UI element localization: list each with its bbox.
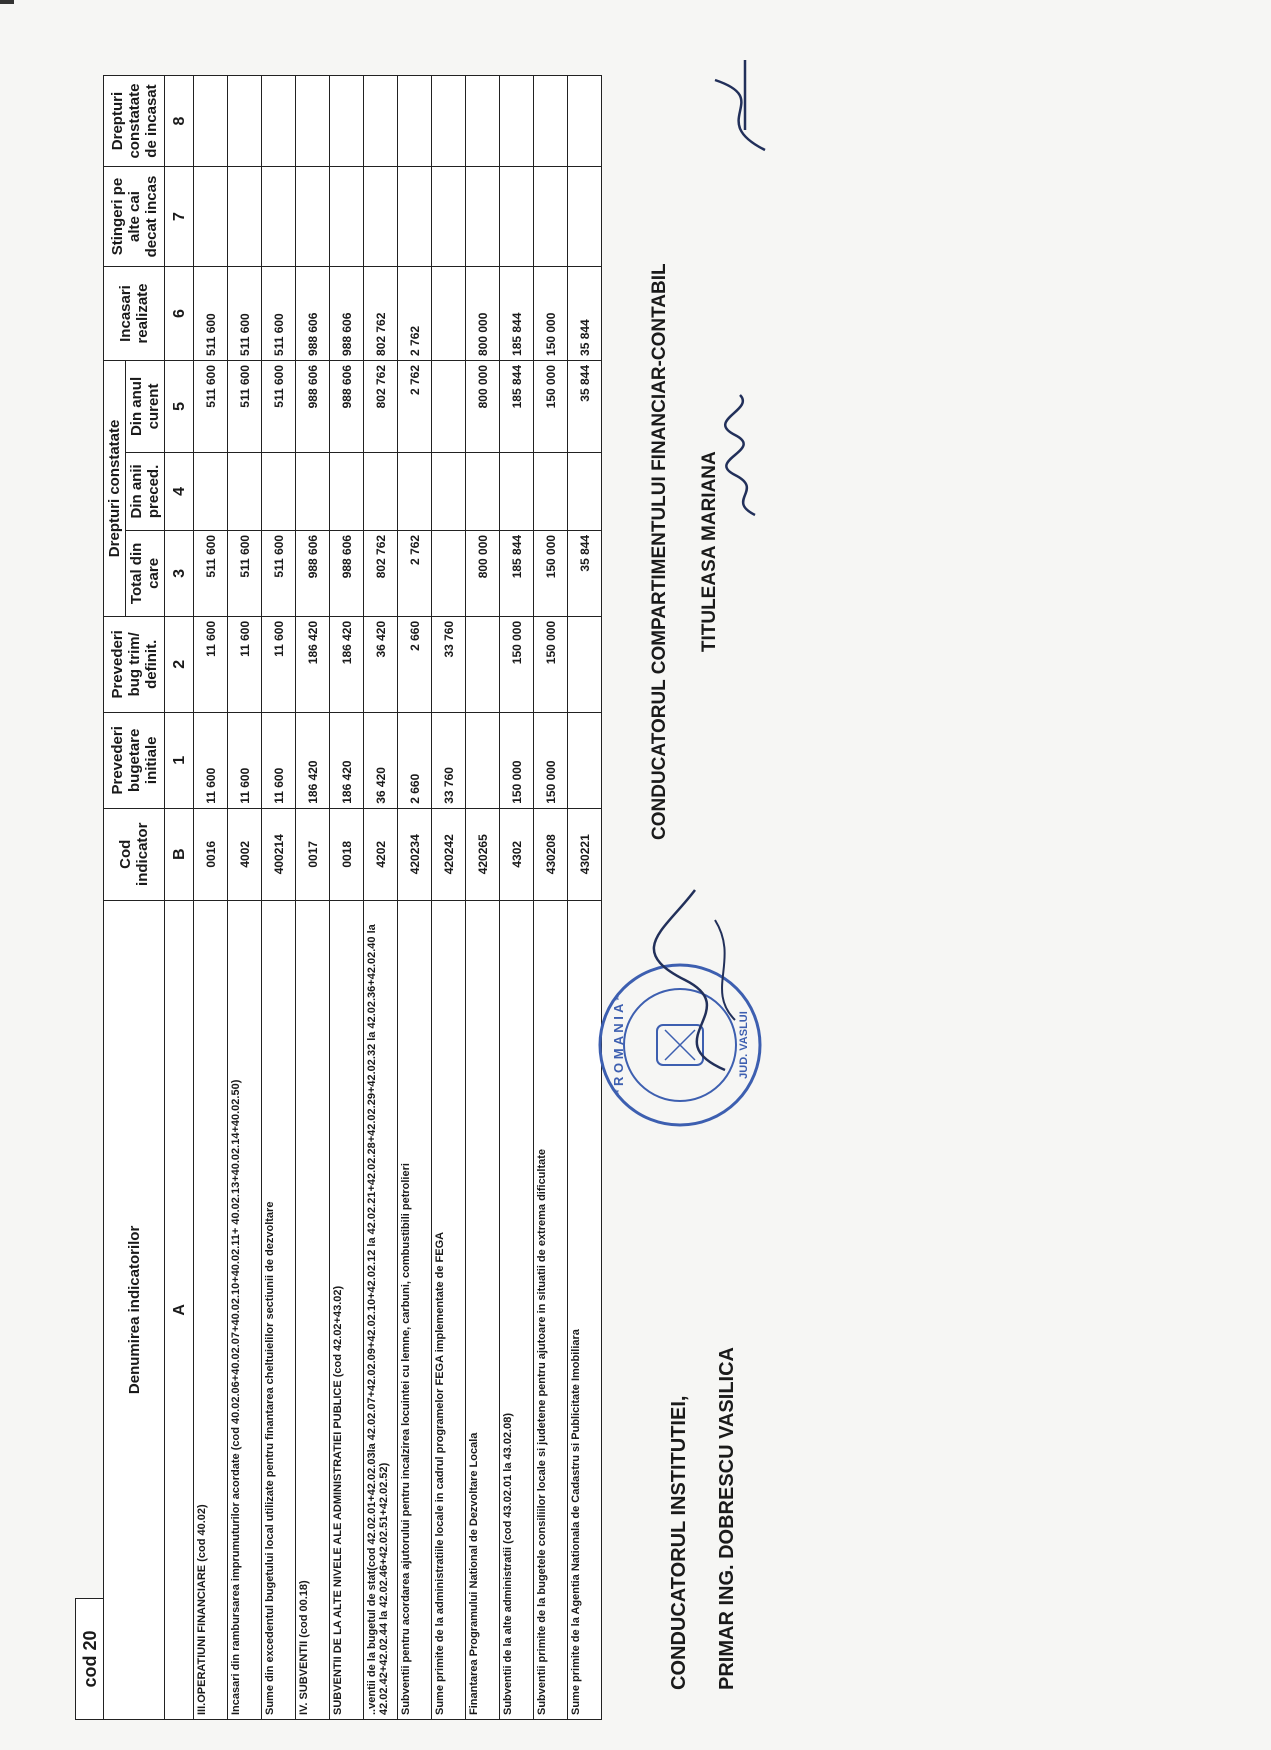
row-name: ..ventii de la bugetul de stat(cod 42.02.01+42.02.03la 42.02.07+42.02.09+42.02.10+42.02.12 la 42.02.21+42.02.28+42.02.29+42.02.32 la 42.02.36+42.02.40 la 42.02.42+42.02.44 la 42.02.46+42.02.51+42.02.52) bbox=[364, 900, 398, 1719]
row-ani-prec bbox=[330, 452, 364, 530]
row-prev-def: 150 000 bbox=[534, 616, 568, 712]
row-incasari: 511 600 bbox=[228, 267, 262, 361]
row-drepturi-rest bbox=[398, 76, 432, 167]
row-an-curent: 800 000 bbox=[466, 360, 500, 452]
row-prev-init: 33 760 bbox=[432, 712, 466, 808]
row-prev-def: 36 420 bbox=[364, 616, 398, 712]
row-prev-def: 2 660 bbox=[398, 616, 432, 712]
svg-text:JUD. VASLUI: JUD. VASLUI bbox=[738, 1011, 750, 1079]
scan-edge-mark bbox=[0, 0, 14, 4]
row-stingeri bbox=[432, 167, 466, 267]
row-total: 2 762 bbox=[398, 530, 432, 616]
row-cod: 0018 bbox=[330, 808, 364, 900]
signature-block-right bbox=[635, 263, 735, 840]
table-row bbox=[262, 76, 296, 1720]
row-total: 988 606 bbox=[330, 530, 364, 616]
row-stingeri bbox=[398, 167, 432, 267]
colnum-4: 4 bbox=[165, 452, 194, 530]
row-cod: 430208 bbox=[534, 808, 568, 900]
right-signatory-title: CONDUCATORUL COMPARTIMENTULUI FINANCIAR-CONTABIL bbox=[649, 263, 670, 840]
header-name: Denumirea indicatorilor bbox=[104, 900, 165, 1719]
row-an-curent: 35 844 bbox=[568, 360, 602, 452]
colnum-6: 6 bbox=[165, 267, 194, 361]
row-name: Subventii de la alte administratii (cod 43.02.01 la 43.02.08) bbox=[500, 900, 534, 1719]
indicators-table bbox=[103, 75, 602, 1720]
row-total: 185 844 bbox=[500, 530, 534, 616]
row-stingeri bbox=[466, 167, 500, 267]
right-signatory-name: TITULEASA MARIANA bbox=[699, 451, 720, 653]
row-drepturi-rest bbox=[466, 76, 500, 167]
row-an-curent: 150 000 bbox=[534, 360, 568, 452]
row-incasari: 150 000 bbox=[534, 267, 568, 361]
row-cod: 0017 bbox=[296, 808, 330, 900]
svg-text:* R O M A N I A *: * R O M A N I A * bbox=[611, 995, 626, 1095]
row-stingeri bbox=[534, 167, 568, 267]
row-ani-prec bbox=[398, 452, 432, 530]
row-an-curent bbox=[432, 360, 466, 452]
row-drepturi-rest bbox=[228, 76, 262, 167]
row-incasari: 511 600 bbox=[262, 267, 296, 361]
row-prev-init: 186 420 bbox=[330, 712, 364, 808]
row-an-curent: 511 600 bbox=[194, 360, 228, 452]
row-stingeri bbox=[296, 167, 330, 267]
rotated-document-page bbox=[75, 60, 795, 1720]
right-handwritten-signature bbox=[715, 390, 775, 520]
header-incasari: Incasari realizate bbox=[104, 267, 165, 361]
row-name: III.OPERATIUNI FINANCIARE (cod 40.02) bbox=[194, 900, 228, 1719]
table-row bbox=[194, 76, 228, 1720]
row-prev-init: 186 420 bbox=[296, 712, 330, 808]
form-code-label: cod 20 bbox=[75, 1598, 105, 1720]
row-name: IV. SUBVENTII (cod 00.18) bbox=[296, 900, 330, 1719]
table-row bbox=[568, 76, 602, 1720]
colnum-1: 1 bbox=[165, 712, 194, 808]
row-prev-def: 150 000 bbox=[500, 616, 534, 712]
row-an-curent: 511 600 bbox=[262, 360, 296, 452]
row-ani-prec bbox=[296, 452, 330, 530]
row-total: 35 844 bbox=[568, 530, 602, 616]
row-prev-init bbox=[466, 712, 500, 808]
row-drepturi-rest bbox=[330, 76, 364, 167]
row-prev-init: 150 000 bbox=[534, 712, 568, 808]
row-ani-prec bbox=[500, 452, 534, 530]
row-name: Sume primite de la administratiile locale in cadrul programelor FEGA implementate de FEGA bbox=[432, 900, 466, 1719]
row-incasari: 800 000 bbox=[466, 267, 500, 361]
row-prev-def: 11 600 bbox=[228, 616, 262, 712]
row-an-curent: 988 606 bbox=[296, 360, 330, 452]
row-stingeri bbox=[364, 167, 398, 267]
row-ani-prec bbox=[228, 452, 262, 530]
row-ani-prec bbox=[194, 452, 228, 530]
row-ani-prec bbox=[432, 452, 466, 530]
row-prev-init: 11 600 bbox=[262, 712, 296, 808]
header-an-curent: Din anul curent bbox=[126, 360, 165, 452]
row-prev-def bbox=[568, 616, 602, 712]
row-cod: 420265 bbox=[466, 808, 500, 900]
row-prev-init: 150 000 bbox=[500, 712, 534, 808]
row-prev-def: 186 420 bbox=[296, 616, 330, 712]
row-incasari: 35 844 bbox=[568, 267, 602, 361]
left-signatory-title: CONDUCATORUL INSTITUTIEI, bbox=[668, 1395, 690, 1690]
row-prev-init bbox=[568, 712, 602, 808]
row-prev-init: 36 420 bbox=[364, 712, 398, 808]
header-prev-def: Prevederi bug trim/ definit. bbox=[104, 616, 165, 712]
row-cod: 0016 bbox=[194, 808, 228, 900]
row-cod: 430221 bbox=[568, 808, 602, 900]
row-an-curent: 185 844 bbox=[500, 360, 534, 452]
row-stingeri bbox=[262, 167, 296, 267]
row-total: 988 606 bbox=[296, 530, 330, 616]
table-row bbox=[296, 76, 330, 1720]
colnum-7: 7 bbox=[165, 167, 194, 267]
row-drepturi-rest bbox=[432, 76, 466, 167]
table-row bbox=[398, 76, 432, 1720]
row-total: 800 000 bbox=[466, 530, 500, 616]
row-prev-init: 11 600 bbox=[228, 712, 262, 808]
row-stingeri bbox=[568, 167, 602, 267]
row-name: SUBVENTII DE LA ALTE NIVELE ALE ADMINISTRATIEI PUBLICE (cod 42.02+43.02) bbox=[330, 900, 364, 1719]
row-stingeri bbox=[228, 167, 262, 267]
colnum-3: 3 bbox=[165, 530, 194, 616]
table-row bbox=[466, 76, 500, 1720]
header-prev-init: Prevederi bugetare initiale bbox=[104, 712, 165, 808]
row-ani-prec bbox=[534, 452, 568, 530]
row-incasari: 185 844 bbox=[500, 267, 534, 361]
row-incasari: 802 762 bbox=[364, 267, 398, 361]
row-prev-def: 186 420 bbox=[330, 616, 364, 712]
row-ani-prec bbox=[364, 452, 398, 530]
colnum-b: B bbox=[165, 808, 194, 900]
row-drepturi-rest bbox=[296, 76, 330, 167]
row-incasari: 2 762 bbox=[398, 267, 432, 361]
table-row bbox=[364, 76, 398, 1720]
header-stingeri: Stingeri pe alte cai decat incas bbox=[104, 167, 165, 267]
row-an-curent: 988 606 bbox=[330, 360, 364, 452]
row-ani-prec bbox=[262, 452, 296, 530]
row-prev-init: 11 600 bbox=[194, 712, 228, 808]
colnum-8: 8 bbox=[165, 76, 194, 167]
row-drepturi-rest bbox=[364, 76, 398, 167]
table-row bbox=[534, 76, 568, 1720]
row-name: Sume din excedentul bugetului local utilizate pentru finantarea cheltuielilor sectiunii de dezvoltare bbox=[262, 900, 296, 1719]
row-prev-def: 33 760 bbox=[432, 616, 466, 712]
row-prev-def bbox=[466, 616, 500, 712]
row-incasari bbox=[432, 267, 466, 361]
header-cod: Cod indicator bbox=[104, 808, 165, 900]
row-name: Subventii pentru acordarea ajutorului pentru incalzirea locuintei cu lemne, carbuni, combustibili petrolieri bbox=[398, 900, 432, 1719]
row-stingeri bbox=[194, 167, 228, 267]
row-an-curent: 802 762 bbox=[364, 360, 398, 452]
row-cod: 420234 bbox=[398, 808, 432, 900]
row-incasari: 988 606 bbox=[296, 267, 330, 361]
row-total: 511 600 bbox=[228, 530, 262, 616]
row-an-curent: 511 600 bbox=[228, 360, 262, 452]
row-ani-prec bbox=[466, 452, 500, 530]
header-drepturi-rest: Drepturi constatate de incasat bbox=[104, 76, 165, 167]
row-name: Incasari din rambursarea imprumuturilor acordate (cod 40.02.06+40.02.07+40.02.10+40.02.11+ 40.02.13+40.02.14+40.02.50) bbox=[228, 900, 262, 1719]
row-name: Sume primite de la Agentia Nationala de Cadastru si Publicitate Imobiliara bbox=[568, 900, 602, 1719]
row-total: 150 000 bbox=[534, 530, 568, 616]
row-total: 511 600 bbox=[262, 530, 296, 616]
row-cod: 400214 bbox=[262, 808, 296, 900]
row-total bbox=[432, 530, 466, 616]
header-ani-prec: Din anii preced. bbox=[126, 452, 165, 530]
row-incasari: 988 606 bbox=[330, 267, 364, 361]
table-row bbox=[228, 76, 262, 1720]
left-handwritten-signature bbox=[635, 880, 755, 1080]
table-body bbox=[194, 76, 602, 1720]
colnum-5: 5 bbox=[165, 360, 194, 452]
row-drepturi-rest bbox=[568, 76, 602, 167]
row-stingeri bbox=[500, 167, 534, 267]
row-prev-init: 2 660 bbox=[398, 712, 432, 808]
header-drepturi: Drepturi constatate bbox=[104, 360, 126, 616]
row-stingeri bbox=[330, 167, 364, 267]
row-total: 802 762 bbox=[364, 530, 398, 616]
row-ani-prec bbox=[568, 452, 602, 530]
row-incasari: 511 600 bbox=[194, 267, 228, 361]
colnum-a: A bbox=[165, 900, 194, 1719]
row-cod: 4202 bbox=[364, 808, 398, 900]
row-an-curent: 2 762 bbox=[398, 360, 432, 452]
signature-block-left bbox=[655, 1347, 751, 1690]
row-prev-def: 11 600 bbox=[194, 616, 228, 712]
row-name: Subventii primite de la bugetele consiliilor locale si judetene pentru ajutoare in situatii de extrema dificultate bbox=[534, 900, 568, 1719]
row-drepturi-rest bbox=[534, 76, 568, 167]
row-drepturi-rest bbox=[262, 76, 296, 167]
row-cod: 4302 bbox=[500, 808, 534, 900]
colnum-2: 2 bbox=[165, 616, 194, 712]
corner-initials-signature bbox=[695, 50, 785, 160]
table-row bbox=[330, 76, 364, 1720]
row-cod: 420242 bbox=[432, 808, 466, 900]
table-row bbox=[432, 76, 466, 1720]
row-name: Finantarea Programului National de Dezvoltare Locala bbox=[466, 900, 500, 1719]
row-drepturi-rest bbox=[194, 76, 228, 167]
row-total: 511 600 bbox=[194, 530, 228, 616]
row-drepturi-rest bbox=[500, 76, 534, 167]
left-signatory-name: PRIMAR ING. DOBRESCU VASILICA bbox=[716, 1347, 738, 1690]
header-total: Total din care bbox=[126, 530, 165, 616]
row-prev-def: 11 600 bbox=[262, 616, 296, 712]
row-cod: 4002 bbox=[228, 808, 262, 900]
table-row bbox=[500, 76, 534, 1720]
